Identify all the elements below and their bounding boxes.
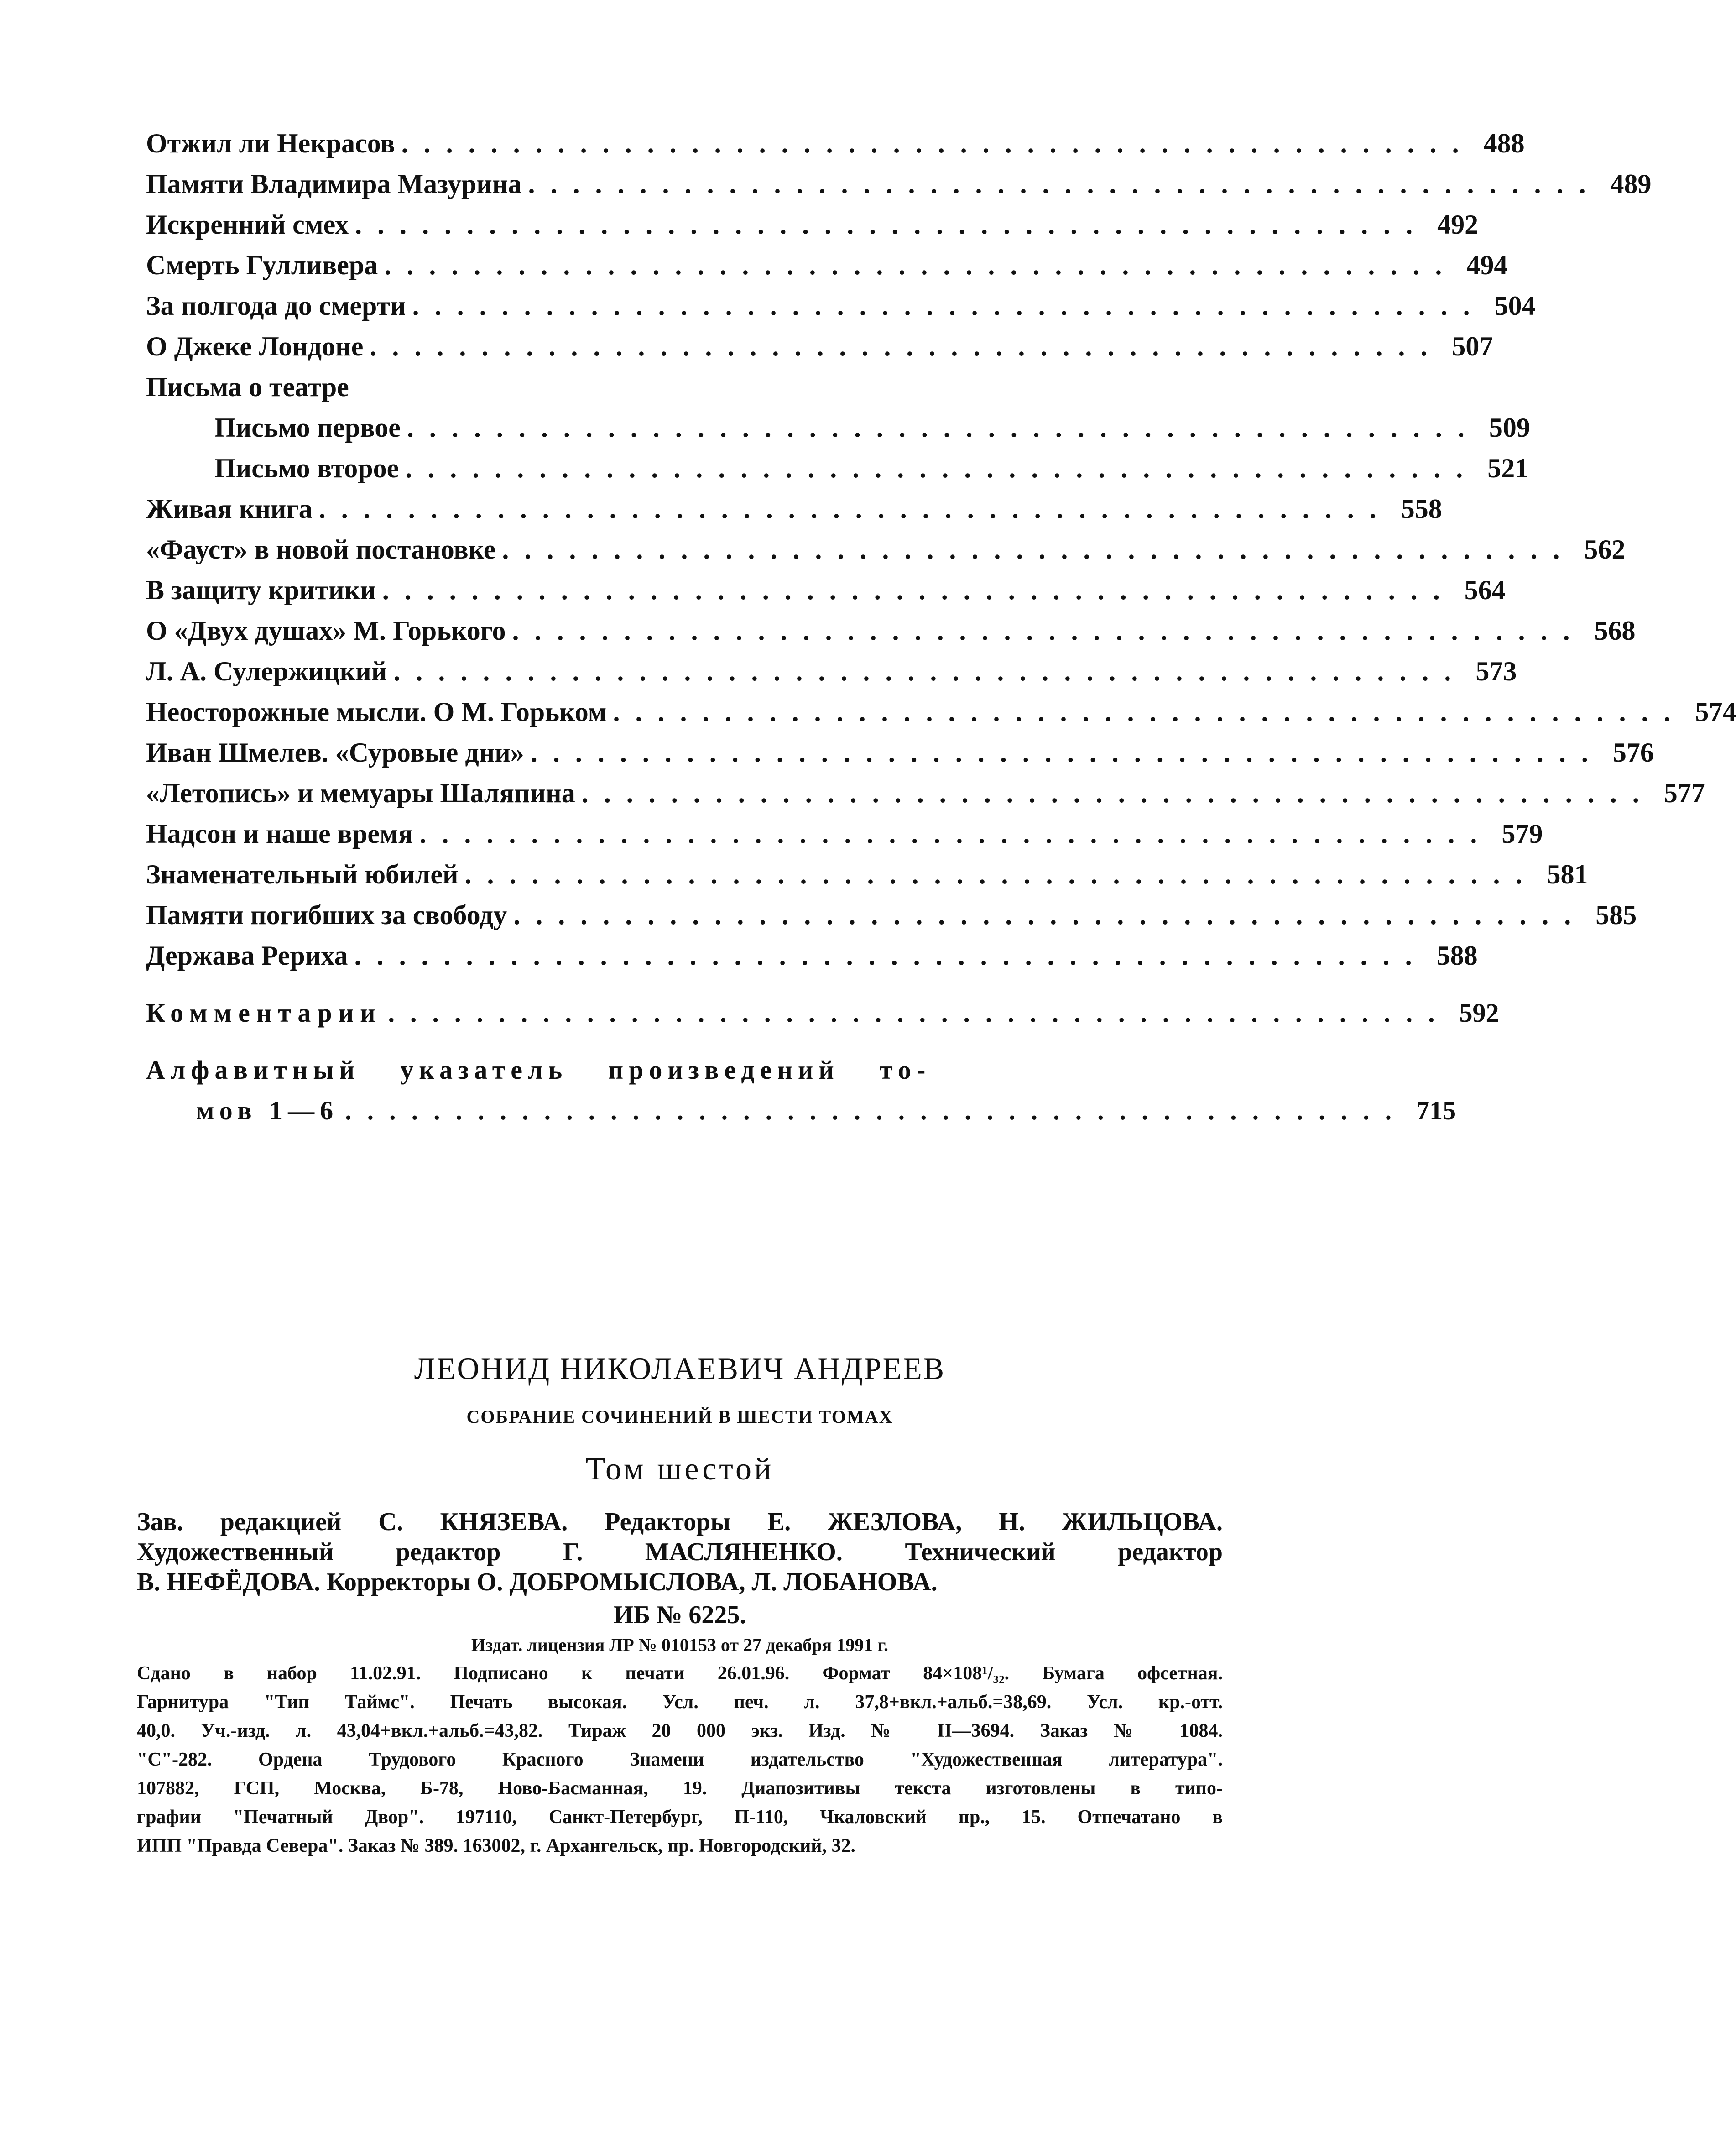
- ib-number: ИБ № 6225.: [613, 1601, 746, 1629]
- imprint-line: 107882, ГСП, Москва, Б-78, Ново-Басманная, 19. Диапозитивы текста изготовлены в типо-: [137, 1778, 1223, 1799]
- leader-dots: ................................................: [382, 575, 1455, 605]
- toc-entry-title: Памяти погибших за свободу: [146, 900, 507, 930]
- leader-dots: ................................................: [502, 534, 1575, 564]
- toc-entry-title: Письма о театре: [146, 372, 349, 402]
- leader-dots: ................................................: [384, 250, 1458, 280]
- toc-entry-page: 581: [1547, 859, 1588, 889]
- toc-entry-title: Искренний смех: [146, 209, 349, 240]
- leader-dots: ................................................: [581, 778, 1655, 808]
- leader-dots: ................................................: [528, 169, 1601, 199]
- toc-entry-title: «Фауст» в новой постановке: [146, 534, 496, 564]
- imprint-line: 40,0. Уч.-изд. л. 43,04+вкл.+альб.=43,82. Тираж 20 000 экз. Изд. № II—3694. Заказ № 1084.: [137, 1720, 1223, 1741]
- toc-entry-page: 509: [1489, 413, 1530, 443]
- imprint-details: [137, 1659, 1223, 1860]
- toc-section-heading: [146, 367, 1227, 408]
- colophon: [137, 1351, 1223, 1860]
- leader-dots: ................................................: [419, 819, 1493, 849]
- toc-entry[interactable]: [146, 570, 1506, 611]
- toc-entry[interactable]: [146, 692, 1736, 732]
- toc-entry-page: 715: [1416, 1096, 1456, 1125]
- imprint-line: ИПП "Правда Севера". Заказ № 389. 163002, г. Архангельск, пр. Новгородский, 32.: [137, 1835, 855, 1856]
- imprint-line: Гарнитура "Тип Таймс". Печать высокая. Усл. печ. л. 37,8+вкл.+альб.=38,69. Усл. кр.-отт.: [137, 1692, 1223, 1713]
- toc-entry-page: 568: [1594, 616, 1636, 646]
- toc-entry-page: 574: [1695, 697, 1736, 727]
- toc-entry[interactable]: [146, 286, 1536, 326]
- toc-entry-title: Знаменательный юбилей: [146, 859, 459, 889]
- imprint-line: графии "Печатный Двор". 197110, Санкт-Петербург, П-110, Чкаловский пр., 15. Отпечатано в: [137, 1807, 1223, 1828]
- toc-entry[interactable]: [146, 814, 1543, 854]
- toc-entry[interactable]: [146, 245, 1508, 286]
- toc-entry-title: В защиту критики: [146, 575, 376, 605]
- leader-dots: ................................................: [401, 128, 1475, 158]
- toc-entry-title-continued: мов 1—6: [196, 1096, 339, 1125]
- toc-entry-page: 585: [1595, 900, 1637, 930]
- leader-dots: ................................................: [464, 859, 1538, 889]
- toc-entry[interactable]: [146, 732, 1654, 773]
- toc-entry[interactable]: [146, 611, 1636, 651]
- toc-entry-title: Надсон и наше время: [146, 819, 413, 849]
- leader-dots: ................................................: [412, 291, 1486, 321]
- toc-entry-page: 492: [1437, 209, 1479, 240]
- toc-entry-title: Л. А. Сулержицкий: [146, 656, 387, 686]
- toc-entry-title: Письмо первое: [214, 413, 401, 443]
- leader-dots: ................................................: [318, 494, 1392, 524]
- toc-entry[interactable]: [146, 489, 1442, 529]
- leader-dots: ................................................: [345, 1096, 1408, 1125]
- toc-entry-page: 521: [1487, 453, 1529, 483]
- toc-entry[interactable]: [146, 204, 1479, 245]
- credits-line: Зав. редакцией С. КНЯЗЕВА. Редакторы Е. ЖЕЗЛОВА, Н. ЖИЛЬЦОВА.: [137, 1508, 1223, 1536]
- author-name: ЛЕОНИД НИКОЛАЕВИЧ АНДРЕЕВ: [414, 1351, 946, 1386]
- toc-entry-page: 577: [1663, 778, 1705, 808]
- imprint-line: Сдано в набор 11.02.91. Подписано к печати 26.01.96. Формат 84×108¹/₃₂. Бумага офсетная.: [137, 1663, 1223, 1684]
- toc-entry-title: Иван Шмелев. «Суровые дни»: [146, 737, 524, 768]
- toc-entry[interactable]: [146, 123, 1525, 164]
- toc-entry-title: О Джеке Лондоне: [146, 331, 364, 361]
- toc-entry-page: 588: [1436, 940, 1478, 971]
- toc-entry-page: 504: [1494, 291, 1536, 321]
- toc-entry-title: Письмо второе: [214, 453, 399, 483]
- toc-entry-title: Памяти Владимира Мазурина: [146, 169, 522, 199]
- leader-dots: ................................................: [407, 413, 1480, 443]
- leader-dots: ................................................: [513, 900, 1587, 930]
- table-of-contents: [146, 123, 1736, 1131]
- toc-entry-page: 488: [1483, 128, 1525, 158]
- toc-entry[interactable]: [146, 408, 1530, 448]
- leader-dots: ................................................: [355, 209, 1428, 240]
- imprint-line: "С"-282. Ордена Трудового Красного Знамени издательство "Художественная литература".: [137, 1749, 1223, 1770]
- toc-entry-title: О «Двух душах» М. Горького: [146, 616, 506, 646]
- toc-entry-title: Отжил ли Некрасов: [146, 128, 395, 158]
- toc-entry[interactable]: [146, 854, 1588, 895]
- toc-entry-page: 489: [1610, 169, 1652, 199]
- toc-entry-title: Неосторожные мысли. О М. Горьком: [146, 697, 607, 727]
- toc-entry-page: 558: [1401, 494, 1442, 524]
- series-title: СОБРАНИЕ СОЧИНЕНИЙ В ШЕСТИ ТОМАХ: [466, 1406, 893, 1427]
- toc-entry-title: Держава Рериха: [146, 940, 348, 971]
- toc-entry[interactable]: [146, 651, 1517, 692]
- toc-entry[interactable]: [146, 326, 1493, 367]
- leader-dots: ................................................: [613, 697, 1686, 727]
- toc-entry-index[interactable]: [146, 1050, 1456, 1131]
- toc-entry-page: 573: [1475, 656, 1517, 686]
- leader-dots: ................................................: [354, 940, 1428, 971]
- toc-entry[interactable]: [146, 529, 1626, 570]
- leader-dots: ................................................: [530, 737, 1604, 768]
- toc-entry[interactable]: [146, 448, 1529, 489]
- toc-entry[interactable]: [146, 895, 1637, 935]
- leader-dots: ................................................: [388, 998, 1450, 1028]
- toc-entry-page: 579: [1501, 819, 1543, 849]
- leader-dots: ................................................: [370, 331, 1443, 361]
- toc-entry-page: 507: [1452, 331, 1493, 361]
- toc-entry-comments[interactable]: [146, 993, 1499, 1033]
- toc-entry-title: Живая книга: [146, 494, 313, 524]
- credits-line: Художественный редактор Г. МАСЛЯНЕНКО. Технический редактор: [137, 1538, 1223, 1566]
- toc-entry-title: Смерть Гулливера: [146, 250, 378, 280]
- toc-entry[interactable]: [146, 773, 1705, 814]
- toc-entry-page: 494: [1466, 250, 1508, 280]
- toc-entry-page: 576: [1612, 737, 1654, 768]
- editorial-credits: [137, 1507, 1223, 1597]
- leader-dots: ................................................: [405, 453, 1479, 483]
- leader-dots: ................................................: [393, 656, 1467, 686]
- toc-entry[interactable]: [146, 935, 1478, 976]
- toc-entry-title: Алфавитный указатель произведений то-: [146, 1055, 931, 1085]
- toc-entry[interactable]: [146, 164, 1652, 204]
- toc-entry-title: «Летопись» и мемуары Шаляпина: [146, 778, 575, 808]
- credits-line: В. НЕФЁДОВА. Корректоры О. ДОБРОМЫСЛОВА, Л. ЛОБАНОВА.: [137, 1568, 938, 1596]
- volume-title: Том шестой: [585, 1452, 774, 1487]
- toc-entry-title: За полгода до смерти: [146, 291, 406, 321]
- leader-dots: ................................................: [512, 616, 1585, 646]
- publisher-license: Издат. лицензия ЛР № 010153 от 27 декабря 1991 г.: [471, 1635, 888, 1655]
- toc-entry-page: 562: [1584, 534, 1626, 564]
- toc-entry-page: 564: [1464, 575, 1506, 605]
- toc-entry-page: 592: [1459, 998, 1499, 1028]
- toc-entry-title: Комментарии: [146, 998, 382, 1028]
